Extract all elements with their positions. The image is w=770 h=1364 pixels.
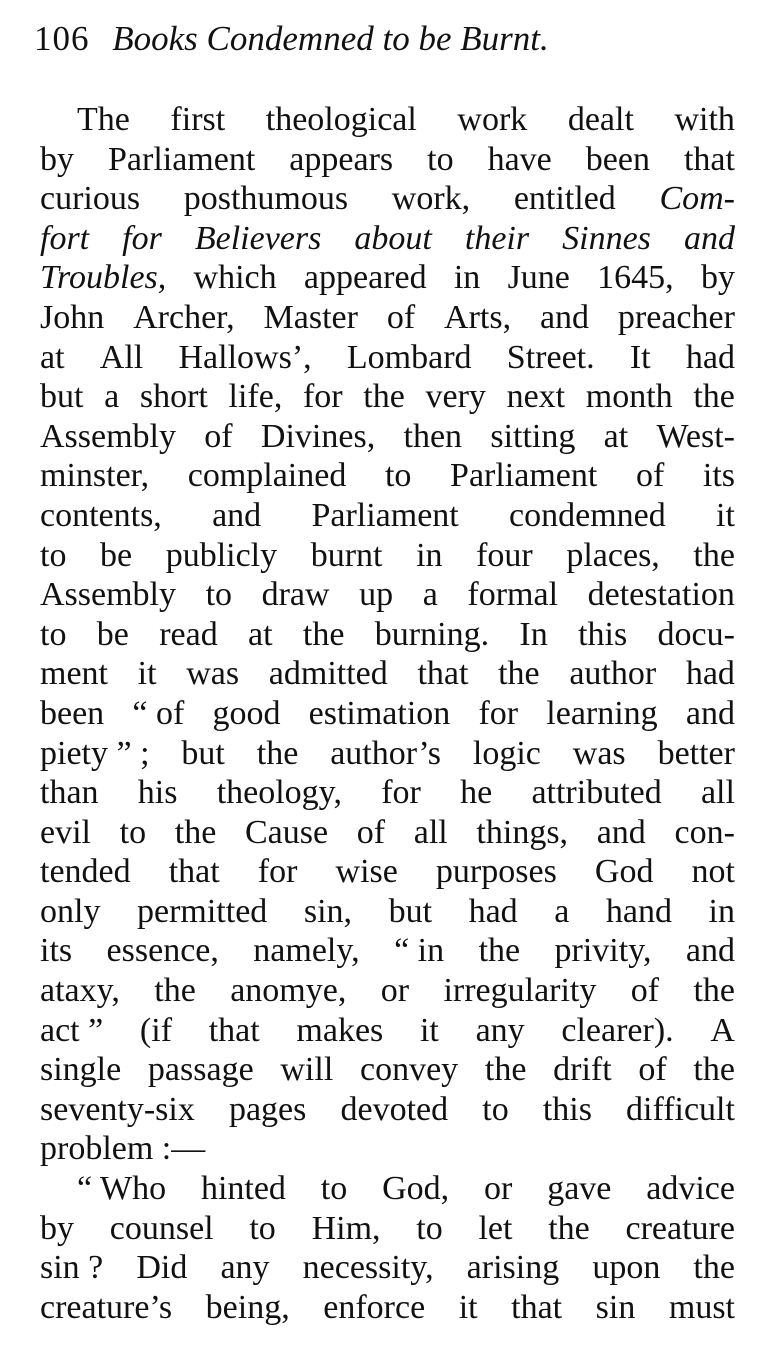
- text-line: [40, 1129, 735, 1169]
- word: Com-: [659, 180, 735, 218]
- word: the: [693, 1051, 735, 1089]
- word: hand: [605, 892, 672, 930]
- word: short: [139, 378, 208, 416]
- word: that: [208, 1011, 260, 1049]
- word: was: [186, 655, 240, 693]
- word: Him,: [311, 1209, 381, 1247]
- word: detestation: [587, 576, 735, 614]
- word: essence,: [106, 932, 219, 970]
- word: by: [40, 140, 74, 178]
- word: Parliament: [311, 496, 459, 534]
- word: a: [104, 378, 120, 416]
- word: Parliament: [450, 457, 598, 495]
- text-line: [40, 377, 735, 417]
- word: in: [708, 892, 735, 930]
- word: Street.: [506, 338, 595, 376]
- word: gave: [547, 1170, 612, 1208]
- word: month: [585, 378, 673, 416]
- word: convey: [359, 1051, 459, 1089]
- word: places,: [566, 536, 660, 574]
- word: Archer,: [133, 298, 235, 336]
- word: 1645,: [597, 259, 674, 297]
- word: to: [249, 1209, 276, 1247]
- word: advice: [646, 1170, 735, 1208]
- word: irregularity: [443, 972, 597, 1010]
- word: “ in: [394, 932, 445, 970]
- text-line: [40, 892, 735, 932]
- text-line: [40, 654, 735, 694]
- word: to: [40, 536, 67, 574]
- word: God: [594, 853, 654, 891]
- word: only: [40, 892, 101, 930]
- word: read: [159, 615, 218, 653]
- word: Sinnes: [562, 219, 651, 257]
- word: to: [320, 1170, 348, 1208]
- word: this: [578, 615, 628, 653]
- word: arising: [466, 1249, 560, 1287]
- word: All: [99, 338, 144, 376]
- word: four: [476, 536, 533, 574]
- word: single: [40, 1051, 122, 1089]
- word: the: [693, 1249, 735, 1287]
- word: contents,: [40, 496, 162, 534]
- word: namely,: [253, 932, 360, 970]
- word: posthumous: [183, 180, 349, 218]
- word: to: [40, 615, 67, 653]
- word: “ of: [132, 694, 185, 732]
- word: passage: [147, 1051, 254, 1089]
- word: and: [685, 932, 735, 970]
- text-line: [40, 100, 735, 140]
- word: of: [356, 813, 386, 851]
- word: God,: [382, 1170, 450, 1208]
- word: appears: [289, 140, 394, 178]
- word: by: [700, 259, 735, 297]
- body-text: [40, 100, 735, 1327]
- word: but: [40, 378, 84, 416]
- word: had: [685, 338, 735, 376]
- word: Assembly: [40, 576, 176, 614]
- word: piety ” ;: [40, 734, 150, 772]
- word: than: [40, 774, 99, 812]
- word: for: [257, 853, 298, 891]
- word: and: [539, 298, 590, 336]
- word: which: [193, 259, 277, 297]
- word: attributed: [531, 774, 662, 812]
- word: things,: [476, 813, 569, 851]
- word: theological: [265, 101, 417, 138]
- word: the: [478, 932, 521, 970]
- word: sin,: [303, 892, 353, 930]
- text-line: [40, 971, 735, 1011]
- text-line: [40, 931, 735, 971]
- word: burning.: [374, 615, 490, 653]
- word: not: [691, 853, 735, 891]
- word: June: [507, 259, 570, 297]
- word: the: [154, 972, 196, 1010]
- word: the: [693, 378, 735, 416]
- text-line: [40, 852, 735, 892]
- text-line: [40, 417, 735, 457]
- word: very: [425, 378, 486, 416]
- word: be: [96, 615, 129, 653]
- word: sin: [595, 1288, 636, 1326]
- word: be: [100, 536, 133, 574]
- word: and: [212, 496, 262, 534]
- word: drift: [553, 1051, 612, 1089]
- word: work: [457, 101, 528, 138]
- word: A: [710, 1011, 735, 1049]
- word: condemned: [509, 496, 666, 534]
- word: then: [403, 417, 463, 455]
- word: any: [475, 1011, 525, 1049]
- text-line: [40, 615, 735, 655]
- word: permitted: [137, 892, 268, 930]
- word: Hallows’,: [178, 338, 312, 376]
- word: at: [248, 615, 273, 653]
- word: had: [468, 892, 518, 930]
- word: complained: [187, 457, 347, 495]
- word: of: [204, 417, 233, 455]
- word: it: [137, 655, 157, 693]
- running-head: [34, 14, 734, 64]
- text-line: [40, 258, 735, 298]
- word: it: [419, 1011, 439, 1049]
- word: privity,: [554, 932, 652, 970]
- word: to: [416, 1209, 443, 1247]
- word: about: [354, 219, 432, 257]
- word: or: [380, 972, 410, 1010]
- word: will: [280, 1051, 334, 1089]
- word: the: [363, 378, 405, 416]
- word: admitted: [268, 655, 388, 693]
- word: (if: [139, 1011, 173, 1049]
- word: sitting: [490, 417, 576, 455]
- word: of: [386, 298, 416, 336]
- word: publicly: [165, 536, 278, 574]
- word: creature’s: [40, 1288, 173, 1326]
- word: with: [674, 101, 735, 138]
- word: author’s: [330, 734, 442, 772]
- word: better: [657, 734, 735, 772]
- word: to: [205, 576, 233, 614]
- word: that: [683, 140, 735, 178]
- word: the: [498, 655, 540, 693]
- word: the: [302, 615, 345, 653]
- word: In: [519, 615, 548, 653]
- text-line: [40, 813, 735, 853]
- word: Master: [263, 298, 358, 336]
- word: for: [381, 774, 421, 812]
- text-line: [40, 1090, 735, 1130]
- word: learning: [546, 694, 658, 732]
- word: burnt: [310, 536, 383, 574]
- text-line: [40, 140, 735, 180]
- word: Parliament: [108, 140, 256, 178]
- word: docu-: [657, 615, 735, 653]
- word: this: [542, 1090, 592, 1128]
- word: all: [700, 774, 735, 812]
- word: in: [453, 259, 481, 297]
- word: to: [119, 813, 147, 851]
- word: devoted: [340, 1090, 449, 1128]
- text-line: [40, 694, 735, 734]
- word: purposes: [435, 853, 557, 891]
- word: first: [170, 101, 226, 138]
- text-line: [40, 575, 735, 615]
- word: or: [484, 1170, 513, 1208]
- word: seventy-six: [40, 1090, 195, 1128]
- word: estimation: [308, 694, 451, 732]
- word: the: [693, 972, 735, 1010]
- word: to: [384, 457, 412, 495]
- word: entitled: [513, 180, 616, 218]
- word: It: [629, 338, 651, 376]
- word: creature: [625, 1209, 735, 1247]
- word: ment: [40, 655, 108, 693]
- word: to: [482, 1090, 509, 1128]
- word: next: [506, 378, 566, 416]
- word: being,: [205, 1288, 290, 1326]
- word: a: [554, 892, 570, 930]
- word: appeared: [303, 259, 427, 297]
- word: the: [174, 813, 217, 851]
- word: the: [484, 1051, 527, 1089]
- word: fort: [40, 219, 90, 257]
- word: and: [596, 813, 646, 851]
- word: West-: [656, 417, 735, 455]
- word: John: [40, 298, 105, 336]
- text-line: [40, 1248, 735, 1288]
- word: upon: [592, 1249, 661, 1287]
- text-line: [40, 456, 735, 496]
- word: the: [693, 536, 735, 574]
- word: Lombard: [346, 338, 472, 376]
- word: had: [685, 655, 735, 693]
- word: by: [40, 1209, 74, 1247]
- word: evil: [40, 813, 91, 851]
- word: pages: [228, 1090, 307, 1128]
- text-line: [40, 1050, 735, 1090]
- word: been: [40, 694, 105, 732]
- word: for: [302, 378, 343, 416]
- page-number: 106: [34, 19, 90, 58]
- word: theology,: [216, 774, 342, 812]
- text-line: [40, 1011, 735, 1051]
- word: logic: [472, 734, 541, 772]
- word: problem :—: [40, 1130, 206, 1168]
- word: it: [716, 496, 735, 534]
- text-line: [40, 338, 735, 378]
- word: author: [569, 655, 657, 693]
- word: let: [478, 1209, 513, 1247]
- word: preacher: [617, 298, 735, 336]
- text-line: [40, 496, 735, 536]
- text-line: [40, 734, 735, 774]
- word: any: [220, 1249, 270, 1287]
- word: that: [417, 655, 469, 693]
- word: work,: [391, 180, 471, 218]
- word: difficult: [626, 1090, 735, 1128]
- word: that: [168, 853, 220, 891]
- word: Divines,: [260, 417, 376, 455]
- word: curious: [40, 180, 141, 218]
- word: its: [702, 457, 735, 495]
- word: Believers: [194, 219, 322, 257]
- word: for: [478, 694, 519, 732]
- word: Troubles,: [40, 259, 167, 297]
- word: its: [40, 932, 73, 970]
- word: it: [458, 1288, 478, 1326]
- word: con-: [674, 813, 735, 851]
- word: at: [40, 338, 65, 376]
- word: for: [122, 219, 162, 257]
- word: and: [683, 219, 735, 257]
- word: a: [422, 576, 438, 614]
- word: was: [572, 734, 626, 772]
- word: all: [413, 813, 448, 851]
- text-line: [40, 1288, 735, 1328]
- word: draw: [261, 576, 330, 614]
- text-line: [40, 219, 735, 259]
- word: he: [460, 774, 493, 812]
- word: in: [416, 536, 443, 574]
- word: formal: [467, 576, 559, 614]
- word: and: [685, 694, 735, 732]
- word: of: [635, 457, 665, 495]
- text-line: [40, 298, 735, 338]
- word: must: [668, 1288, 735, 1326]
- word: at: [603, 417, 629, 455]
- word: but: [181, 734, 225, 772]
- word: ataxy,: [40, 972, 120, 1010]
- word: makes: [296, 1011, 384, 1049]
- word: up: [359, 576, 394, 614]
- word: enforce: [323, 1288, 426, 1326]
- text-line: [40, 179, 735, 219]
- word: Cause: [245, 813, 329, 851]
- word: minster,: [40, 457, 150, 495]
- word: been: [585, 140, 650, 178]
- word: act ”: [40, 1011, 104, 1049]
- word: good: [212, 694, 281, 732]
- word: to: [427, 140, 454, 178]
- word: hinted: [200, 1170, 286, 1208]
- text-line: [40, 536, 735, 576]
- word: his: [137, 774, 178, 812]
- text-line: [40, 773, 735, 813]
- word: Arts,: [444, 298, 512, 336]
- word: of: [630, 972, 660, 1010]
- word: The: [77, 101, 130, 138]
- word: Assembly: [40, 417, 176, 455]
- word: counsel: [109, 1209, 214, 1247]
- running-title: Books Condemned to be Burnt.: [112, 19, 549, 58]
- word: Did: [136, 1249, 188, 1287]
- word: wise: [335, 853, 398, 891]
- word: sin ?: [40, 1249, 104, 1287]
- word: their: [464, 219, 530, 257]
- word: the: [548, 1209, 590, 1247]
- word: anomye,: [230, 972, 347, 1010]
- word: life,: [228, 378, 283, 416]
- word: dealt: [567, 101, 634, 138]
- word: the: [256, 734, 299, 772]
- word: but: [388, 892, 433, 930]
- text-line: [40, 1169, 735, 1209]
- word: of: [638, 1051, 667, 1089]
- word: tended: [40, 853, 131, 891]
- text-line: [40, 1209, 735, 1249]
- word: “ Who: [77, 1170, 167, 1208]
- word: clearer).: [561, 1011, 674, 1049]
- word: that: [511, 1288, 563, 1326]
- word: have: [487, 140, 552, 178]
- word: necessity,: [302, 1249, 434, 1287]
